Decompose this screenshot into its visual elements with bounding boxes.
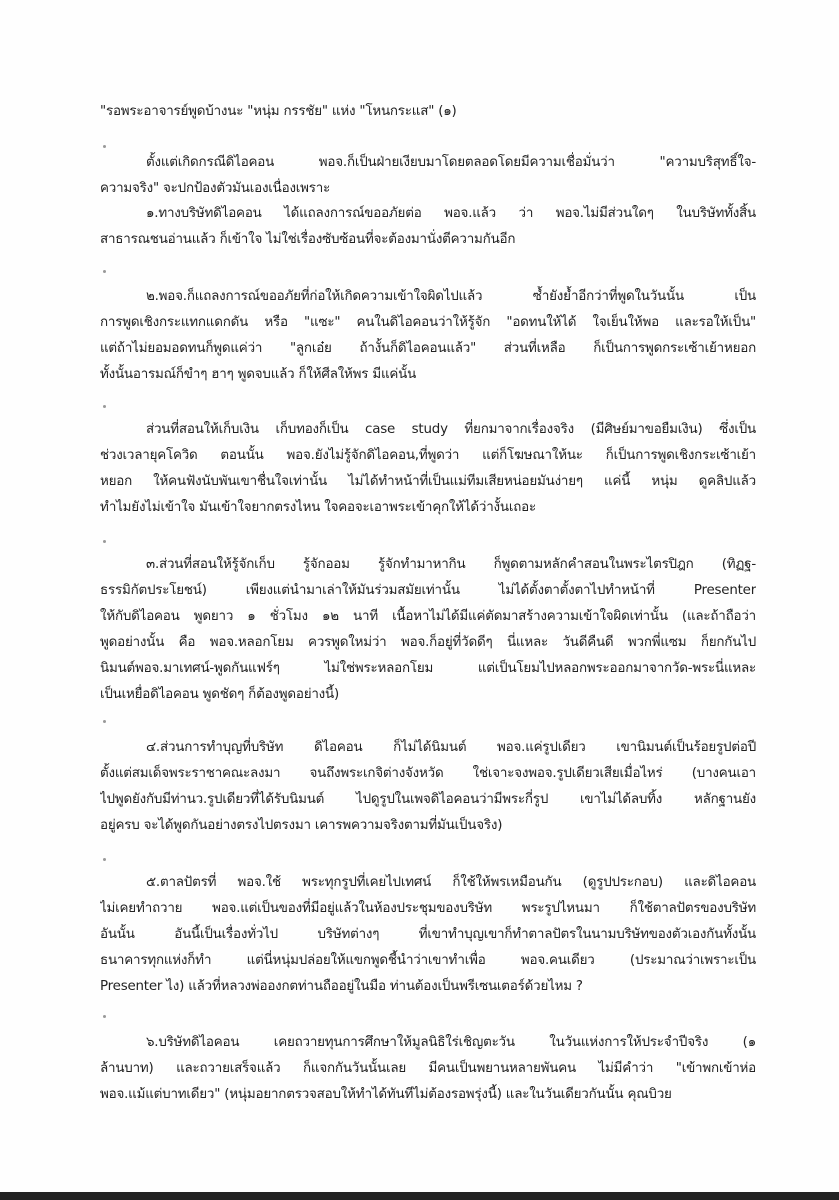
bullet-mark [103, 145, 106, 148]
text-line: ทำไมยังไม่เข้าใจ มันเข้าใจยากตรงไหน ใจคอจะเอาพระเข้าคุกให้ได้ว่างั้นเถอะ [100, 500, 536, 515]
text-line: ส่วนที่สอนให้เก็บเงิน เก็บทองก็เป็น case study ที่ยกมาจากเรื่องจริง (มีศิษย์มาขอยืมเงิน) ซึ่งเป็น [146, 422, 756, 437]
paragraph [100, 735, 756, 839]
text-line: นิมนต์พอจ.มาเทศน์-พูดกันแฟร์ๆ ไม่ใช่พระหลอกโยม แต่เป็นโยมไปหลอกพระออกมาจากวัด-พระนี่แหละ [100, 661, 756, 676]
paragraph [100, 201, 756, 253]
text-line: ความจริง" จะปกป้องตัวมันเองเนื่องเพราะ [100, 181, 331, 196]
bullet-mark [103, 270, 106, 273]
paragraph [100, 417, 756, 521]
text-line: Presenter ไง) แล้วที่หลวงพ่อองกตท่านถืออยู่ในมือ ท่านต้องเป็นพรีเซนเตอร์ด้วยไหม ? [100, 979, 583, 994]
bullet-mark [103, 1015, 106, 1018]
title-line: "รอพระอาจารย์พูดบ้างนะ "หนุ่ม กรรชัย" แห่ง "โหนกระแส" (๑) [100, 104, 457, 119]
bullet-mark [103, 720, 106, 723]
text-line: ทั้งนั้นอารมณ์ก็ขำๆ ฮาๆ พูดจบแล้ว ก็ให้ศีลให้พร มีแค่นั้น [100, 367, 417, 382]
text-line: เป็นเหยื่อดิไอคอน พูดชัดๆ ก็ต้องพูดอย่างนี้) [100, 687, 339, 702]
paragraph [100, 150, 756, 202]
text-line: ตั้งแต่สมเด็จพระราชาคณะลงมา จนถึงพระเกจิต่างจังหวัด ใช่เจาะจงพอจ.รูปเดียวเสียเมื่อไหร่ (บางคนเอา [100, 766, 756, 781]
document-title [100, 99, 756, 125]
text-line: ไม่เคยทำถวาย พอจ.แต่เป็นของที่มีอยู่แล้วในห้องประชุมของบริษัท พระรูปไหนมา ก็ใช้ตาลปัตรของบริษัท [100, 901, 756, 916]
text-line: การพูดเชิงกระแทกแดกดัน หรือ "แซะ" คนในดิไอคอนว่าให้รู้จัก "อดทนให้ได้ ใจเย็นให้พอ และรอให้เป็น" [100, 315, 756, 330]
text-line: แต่ถ้าไม่ยอมอดทนก็พูดแค่ว่า "ลูกเอ๋ย ถ้างั้นก็ดิไอคอนแล้ว" ส่วนที่เหลือ ก็เป็นการพูดกระเซ้าเย้าหยอก [100, 341, 756, 356]
paragraph [100, 284, 756, 388]
text-line: ช่วงเวลายุคโควิด ตอนนั้น พอจ.ยังไม่รู้จักดิไอคอน,ที่พูดว่า แต่ก็โฆษณาให้นะ ก็เป็นการพูดเชิงกระเซ้าเย้า [100, 448, 756, 463]
text-line: ตั้งแต่เกิดกรณีดิไอคอน พอจ.ก็เป็นฝ่ายเงียบมาโดยตลอดโดยมีความเชื่อมั่นว่า "ความบริสุทธิ์ใจ- [146, 155, 756, 170]
text-line: ๓.ส่วนที่สอนให้รู้จักเก็บ รู้จักออม รู้จักทำมาหากิน ก็พูดตามหลักคำสอนในพระไตรปิฎก (ทิฏฐ- [146, 557, 756, 572]
text-line: ล้านบาท) และถวายเสร็จแล้ว ก็แจกกันวันนั้นเลย มีคนเป็นพยานหลายพันคน ไม่มีคำว่า "เข้าพกเข้าห่อ [100, 1061, 756, 1076]
text-line: ไปพูดยังกับมีท่านว.รูปเดียวที่ได้รับนิมนต์ ไปดูรูปในเพจดิไอคอนว่ามีพระกี่รูป เขาไม่ได้ลบทิ้ง หลักฐานยัง [100, 792, 756, 807]
text-line: ๕.ตาลปัตรที่ พอจ.ใช้ พระทุกรูปที่เคยไปเทศน์ ก็ใช้ให้พรเหมือนกัน (ดูรูปประกอบ) และดิไอคอน [146, 875, 756, 890]
paragraph [100, 870, 756, 1000]
text-line: ๔.ส่วนการทำบุญที่บริษัท ดิไอคอน ก็ไม่ได้นิมนต์ พอจ.แค่รูปเดียว เขานิมนต์เป็นร้อยรูปต่อปี [146, 740, 756, 755]
text-line: อยู่ครบ จะได้พูดกันอย่างตรงไปตรงมา เคารพความจริงตามที่มันเป็นจริง) [100, 818, 503, 833]
text-line: ๖.บริษัทดิไอคอน เคยถวายทุนการศึกษาให้มูลนิธิใร่เชิญตะวัน ในวันแห่งการให้ประจำปีจริง (๑ [146, 1035, 756, 1050]
text-line: หยอก ให้คนฟังนับพันเขาชื่นใจเท่านั้น ไม่ได้ทำหน้าที่เป็นแม่ทีมเสียหน่อยมันง่ายๆ แค่นี้ หนุ่ม ดูคลิปแล้ว [100, 474, 756, 489]
text-line: อันนั้น อันนี้เป็นเรื่องทั่วไป บริษัทต่างๆ ที่เขาทำบุญเขาก็ทำตาลปัตรในนามบริษัทของตัวเองกันทั้งนั้น [100, 927, 756, 942]
bullet-mark [103, 405, 106, 408]
text-line: ๑.ทางบริษัทดิไอคอน ได้แถลงการณ์ขออภัยต่อ พอจ.แล้ว ว่า พอจ.ไม่มีส่วนใดๆ ในบริษัททั้งสิ้น [146, 206, 756, 221]
text-line: ธนาคารทุกแห่งก็ทำ แต่นี่หนุ่มปล่อยให้แขกพูดชี้นำว่าเขาทำเพื่อ พอจ.คนเดียว (ประมาณว่าเพราะเป็น [100, 953, 756, 968]
text-line: พอจ.แม้แต่บาทเดียว" (หนุ่มอยากตรวจสอบให้ทำได้ทันทีไม่ต้องรอพรุ่งนี้) และในวันเดียวกันนั้น คุณบิวย [100, 1087, 672, 1102]
bottom-bar [0, 1192, 839, 1200]
text-line: ๒.พอจ.ก็แถลงการณ์ขออภัยที่ก่อให้เกิดความเข้าใจผิดไปแล้ว ซ้ำยังย้ำอีกว่าที่พูดในวันนั้น เป็น [146, 289, 756, 304]
text-line: พูดอย่างนั้น คือ พอจ.หลอกโยม ควรพูดใหม่ว่า พอจ.ก็อยู่ที่วัดดีๆ นี่แหละ วันดีคืนดี พวกพี่แซม ก็ยกกันไป [100, 635, 756, 650]
paragraph [100, 552, 756, 708]
text-line: ธรรมิกัตประโยชน์) เพียงแต่นำมาเล่าให้มันร่วมสมัยเท่านั้น ไม่ได้ตั้งตาตั้งตาไปทำหน้าที่ Presenter [100, 583, 756, 598]
text-line: ให้กับดิไอคอน พูดยาว ๑ ชั่วโมง ๑๒ นาที เนื้อหาไม่ได้มีแค่ตัดมาสร้างความเข้าใจผิดเท่านั้น (และถ้าถือว่า [100, 609, 756, 624]
bullet-mark [103, 540, 106, 543]
paragraph [100, 1030, 756, 1108]
text-line: สาธารณชนอ่านแล้ว ก็เข้าใจ ไม่ใช่เรื่องซับซ้อนที่จะต้องมานั่งตีความกันอีก [100, 232, 516, 247]
bullet-mark [103, 858, 106, 861]
